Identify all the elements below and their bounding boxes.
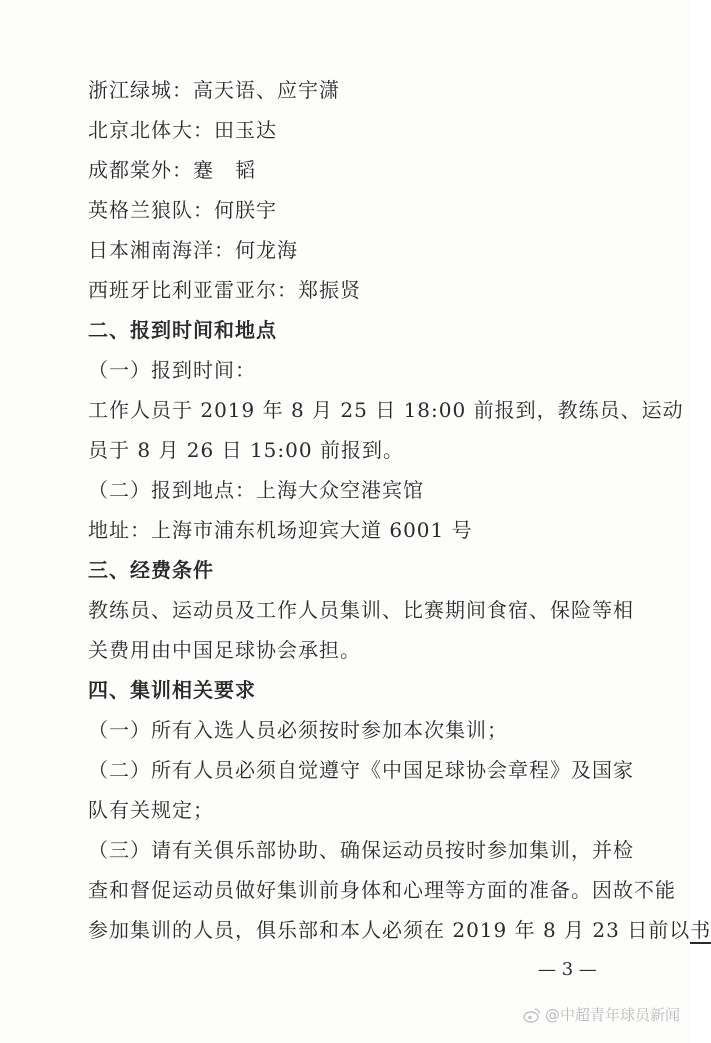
section-4-item1: （一）所有入选人员必须按时参加本次集训； [88, 718, 508, 742]
section-3-para-line1: 教练员、运动员及工作人员集训、比赛期间食宿、保险等相 [88, 598, 634, 622]
roster-line-england: 英格兰狼队：何朕宇 [88, 198, 277, 222]
section-4-item3-line2: 查和督促运动员做好集训前身体和心理等方面的准备。因故不能 [88, 878, 676, 902]
roster-line-chengdu: 成都棠外：蹇 韬 [88, 158, 256, 182]
weibo-icon [523, 1007, 541, 1023]
page-number: — 3 — [538, 959, 597, 980]
roster-line-spain: 西班牙比利亚雷亚尔：郑振贤 [88, 278, 361, 302]
watermark-text: @中超青年球员新闻 [544, 1006, 680, 1024]
section-2-sub1: （一）报到时间： [88, 358, 256, 382]
roster-line-beijing: 北京北体大：田玉达 [88, 118, 277, 142]
section-2-address: 地址：上海市浦东机场迎宾大道 6001 号 [88, 518, 473, 542]
section-3-para-line2: 关费用由中国足球协会承担。 [88, 638, 361, 662]
section-4-item2-line1: （二）所有人员必须自觉遵守《中国足球协会章程》及国家 [88, 758, 634, 782]
roster-line-japan: 日本湘南海洋：何龙海 [88, 238, 298, 262]
section-2-para1-line1: 工作人员于 2019 年 8 月 25 日 18:00 前报到，教练员、运动 [88, 398, 684, 422]
section-3-heading: 三、经费条件 [88, 558, 214, 582]
section-2-heading: 二、报到时间和地点 [88, 318, 277, 342]
section-4-item3-line1: （三）请有关俱乐部协助、确保运动员按时参加集训，并检 [88, 838, 634, 862]
section-4-item3-line3-last-char: 书 [690, 918, 711, 942]
roster-line-zhejiang: 浙江绿城：高天语、应宇潇 [88, 78, 340, 102]
section-2-para1-line2: 员于 8 月 26 日 15:00 前报到。 [88, 438, 404, 462]
section-4-item3-line3-text: 参加集训的人员，俱乐部和本人必须在 2019 年 8 月 23 日前以 [88, 918, 691, 942]
section-4-heading: 四、集训相关要求 [88, 678, 256, 702]
section-2-sub2: （二）报到地点：上海大众空港宾馆 [88, 478, 424, 502]
weibo-watermark [523, 1004, 680, 1025]
section-4-item2-line2: 队有关规定； [88, 798, 214, 822]
section-4-item3-line3 [88, 916, 711, 944]
